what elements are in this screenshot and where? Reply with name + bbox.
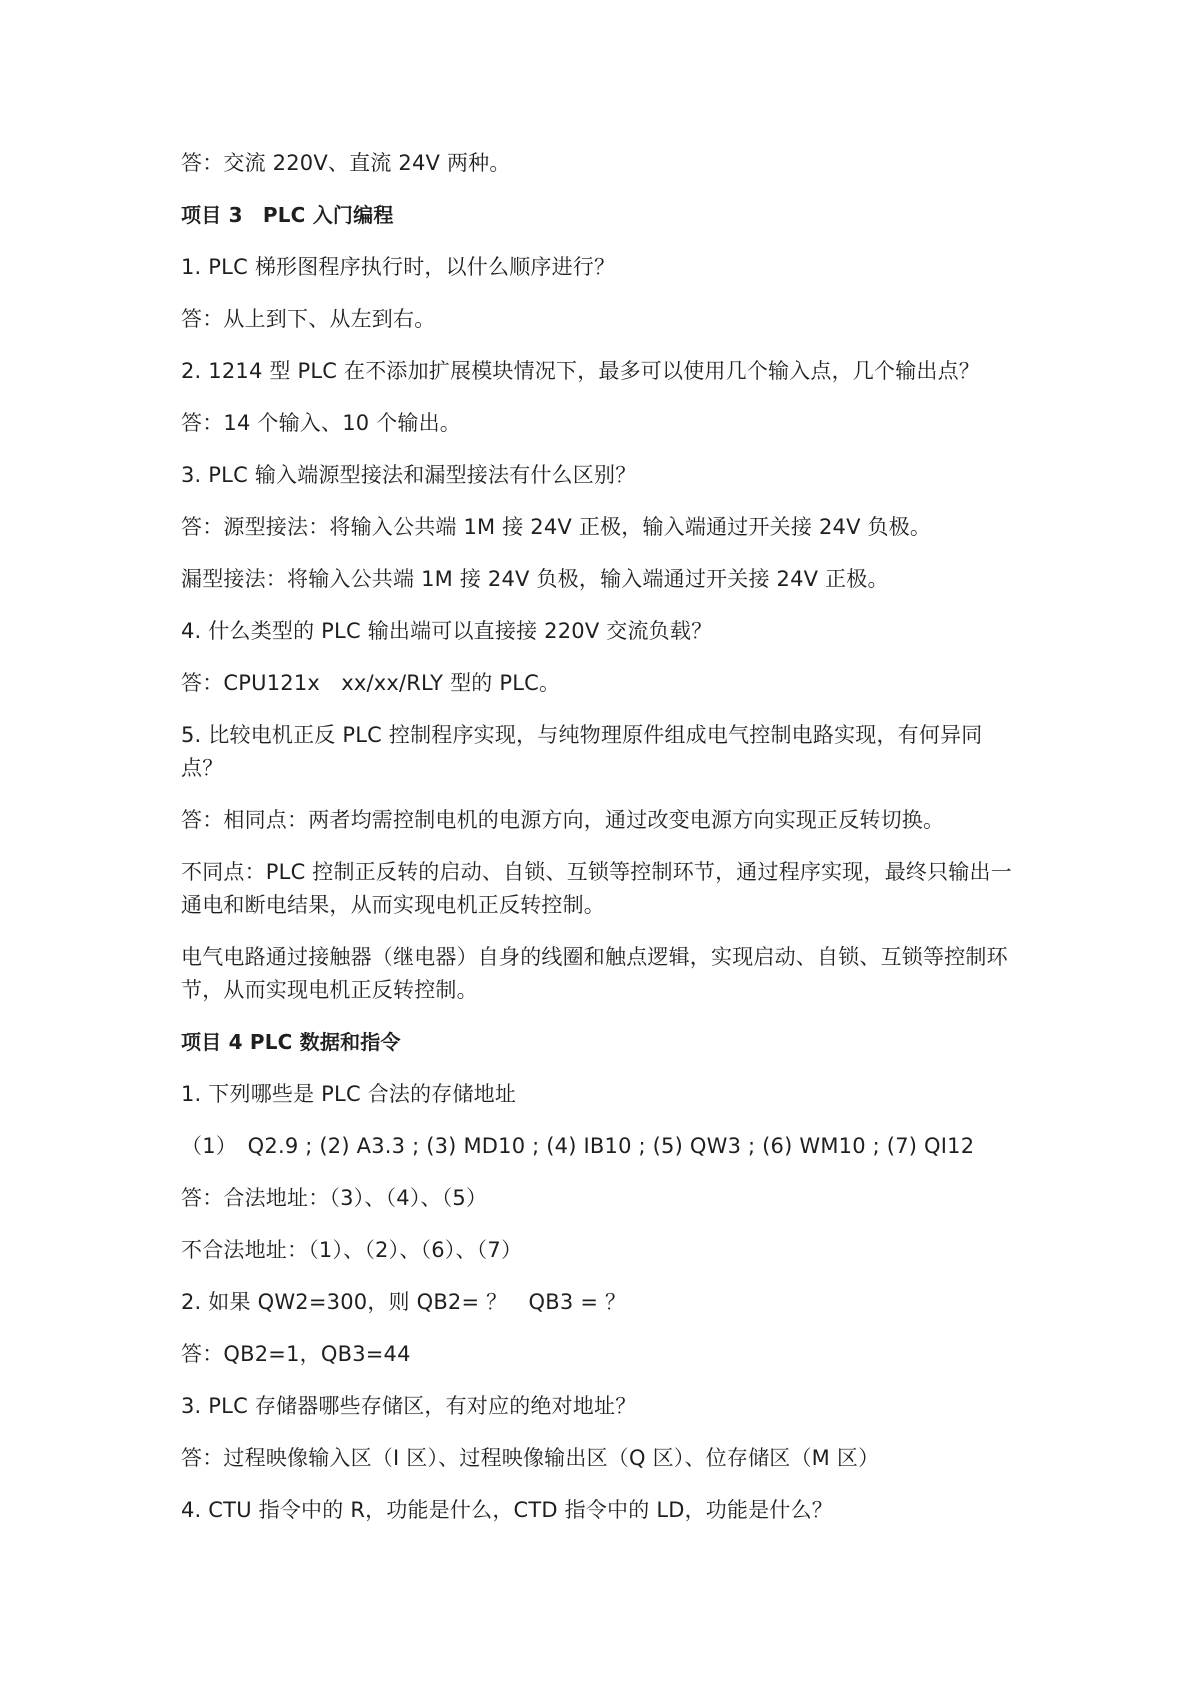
question-4-1: 1. 下列哪些是 PLC 合法的存储地址 bbox=[181, 1082, 517, 1106]
answer-4-3: 答：过程映像输入区（I 区）、过程映像输出区（Q 区）、位存储区（M 区） bbox=[181, 1446, 880, 1470]
answer-3-source: 答：源型接法：将输入公共端 1M 接 24V 正极，输入端通过开关接 24V 负极。 bbox=[181, 515, 932, 539]
section-heading-project-3: 项目 3 PLC 入门编程 bbox=[181, 203, 394, 227]
question-2: 2. 1214 型 PLC 在不添加扩展模块情况下，最多可以使用几个输入点，几个输出点？ bbox=[181, 359, 981, 383]
question-4: 4. 什么类型的 PLC 输出端可以直接接 220V 交流负载？ bbox=[181, 619, 713, 643]
answer-valid-addresses: 答：合法地址：（3）、（4）、（5） bbox=[181, 1186, 488, 1210]
answer-4-2: 答：QB2=1，QB3=44 bbox=[181, 1342, 411, 1366]
answer-1: 答：从上到下、从左到右。 bbox=[181, 307, 436, 331]
question-3: 3. PLC 输入端源型接法和漏型接法有什么区别？ bbox=[181, 463, 637, 487]
answer-5-similarities: 答：相同点：两者均需控制电机的电源方向，通过改变电源方向实现正反转切换。 bbox=[181, 808, 945, 832]
document-body bbox=[181, 147, 1021, 1546]
question-4-3: 3. PLC 存储器哪些存储区，有对应的绝对地址？ bbox=[181, 1394, 637, 1418]
question-4-2: 2. 如果 QW2=300，则 QB2= ？ QB3 = ？ bbox=[181, 1290, 627, 1314]
question-4-4: 4. CTU 指令中的 R，功能是什么，CTD 指令中的 LD，功能是什么？ bbox=[181, 1498, 833, 1522]
answer-4: 答：CPU121x xx/xx/RLY 型的 PLC。 bbox=[181, 671, 561, 695]
question-1: 1. PLC 梯形图程序执行时，以什么顺序进行？ bbox=[181, 255, 616, 279]
answer-2: 答：14 个输入、10 个输出。 bbox=[181, 411, 461, 435]
address-options: （1） Q2.9 ; (2) A3.3 ; (3) MD10 ; (4) IB10 ; (5) QW3 ; (6) WM10 ; (7) QI12 bbox=[181, 1134, 975, 1158]
answer-5-differences: 不同点：PLC 控制正反转的启动、自锁、互锁等控制环节，通过程序实现，最终只输出一通电和断电结果，从而实现电机正反转控制。 bbox=[181, 860, 1012, 917]
answer-5-circuit: 电气电路通过接触器（继电器）自身的线圈和触点逻辑，实现启动、自锁、互锁等控制环节，从而实现电机正反转控制。 bbox=[181, 945, 1008, 1002]
question-5: 5. 比较电机正反 PLC 控制程序实现，与纯物理原件组成电气控制电路实现，有何异同点？ bbox=[181, 723, 983, 780]
answer-power-supply: 答：交流 220V、直流 24V 两种。 bbox=[181, 151, 511, 175]
answer-invalid-addresses: 不合法地址：（1）、（2）、（6）、（7） bbox=[181, 1238, 523, 1262]
section-heading-project-4: 项目 4 PLC 数据和指令 bbox=[181, 1030, 401, 1054]
answer-3-sink: 漏型接法：将输入公共端 1M 接 24V 负极，输入端通过开关接 24V 正极。 bbox=[181, 567, 889, 591]
